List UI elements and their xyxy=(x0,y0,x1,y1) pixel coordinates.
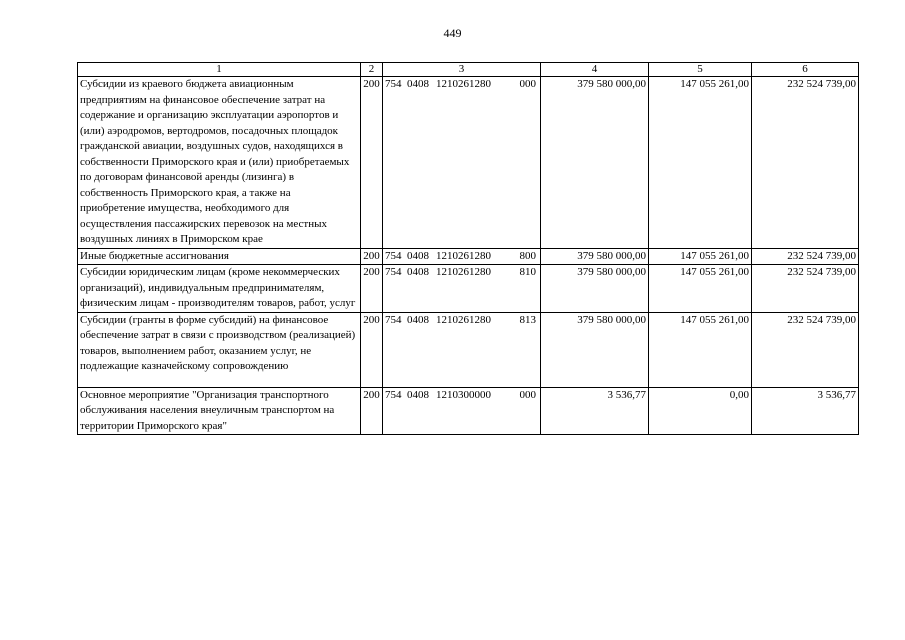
header-col-3: 3 xyxy=(383,63,541,77)
row-name: Субсидии (гранты в форме субсидий) на финансовое обеспечение затрат в связи с производством (реализацией) товаров, выполнением работ, оказанием услуг, не подлежащие казначейскому сопровождению xyxy=(80,313,356,372)
table-row xyxy=(78,387,859,435)
header-col-6: 6 xyxy=(752,63,859,77)
row-code: 200 xyxy=(361,248,383,265)
row-amount-change: 147 055 261,00 xyxy=(649,77,752,249)
row-code: 200 xyxy=(361,387,383,435)
row-name: Иные бюджетные ассигнования xyxy=(78,248,361,265)
row-classification xyxy=(383,248,541,265)
row-amount-total: 232 524 739,00 xyxy=(752,248,859,265)
section-code: 0408 xyxy=(407,249,429,262)
section-code: 0408 xyxy=(407,266,429,278)
target-code: 1210261280 xyxy=(436,78,491,90)
target-code: 1210261280 xyxy=(436,313,491,326)
header-col-1: 1 xyxy=(78,63,361,77)
budget-table xyxy=(77,62,859,435)
table-header-row xyxy=(78,63,859,77)
row-name-cell xyxy=(78,312,361,387)
row-code: 200 xyxy=(361,265,383,313)
publisher-code: 754 xyxy=(385,388,402,401)
row-name: Субсидии из краевого бюджета авиационным предприятиям на финансовое обеспечение затрат на содержание и организацию эксплуатации аэропортов и (или) аэродромов, вертодромов, посадочных площадок гражданской авиации, воздушных судов, находящихся в собственности Приморского края и (или) приобретаемых по договорам финансовой аренды (лизинга) в собственность Приморского края, а также на приобретение имущества, необходимого для осуществления пассажирских перевозок на местных воздушных линиях в Приморском крае xyxy=(78,77,361,249)
row-amount-plan: 379 580 000,00 xyxy=(541,312,649,387)
table-row xyxy=(78,265,859,313)
target-code: 1210300000 xyxy=(436,388,491,401)
section-code: 0408 xyxy=(407,78,429,90)
page-number: 449 xyxy=(443,26,462,40)
row-code: 200 xyxy=(361,77,383,249)
row-amount-plan: 379 580 000,00 xyxy=(541,248,649,265)
publisher-code: 754 xyxy=(385,78,402,90)
section-code: 0408 xyxy=(407,313,429,326)
row-amount-plan: 379 580 000,00 xyxy=(541,77,649,249)
header-col-5: 5 xyxy=(649,63,752,77)
publisher-code: 754 xyxy=(385,266,402,278)
row-classification xyxy=(383,387,541,435)
row-amount-change: 147 055 261,00 xyxy=(649,248,752,265)
row-amount-change: 0,00 xyxy=(649,387,752,435)
row-classification xyxy=(383,312,541,387)
row-classification xyxy=(383,77,541,249)
table-row xyxy=(78,312,859,387)
expense-code: 000 xyxy=(519,388,536,401)
header-col-2: 2 xyxy=(361,63,383,77)
row-amount-change: 147 055 261,00 xyxy=(649,265,752,313)
row-amount-total: 232 524 739,00 xyxy=(752,77,859,249)
section-code: 0408 xyxy=(407,388,429,401)
expense-code: 800 xyxy=(519,249,536,262)
row-name: Основное мероприятие "Организация транспортного обслуживания населения внеуличным транспортом на территории Приморского края" xyxy=(78,387,361,435)
row-amount-plan: 3 536,77 xyxy=(541,387,649,435)
publisher-code: 754 xyxy=(385,249,402,262)
row-amount-total: 3 536,77 xyxy=(752,387,859,435)
row-code: 200 xyxy=(361,312,383,387)
publisher-code: 754 xyxy=(385,313,402,326)
expense-code: 810 xyxy=(519,266,536,278)
row-amount-total: 232 524 739,00 xyxy=(752,265,859,313)
row-amount-plan: 379 580 000,00 xyxy=(541,265,649,313)
row-amount-change: 147 055 261,00 xyxy=(649,312,752,387)
table-row xyxy=(78,77,859,249)
expense-code: 000 xyxy=(519,78,536,90)
row-classification xyxy=(383,265,541,313)
expense-code: 813 xyxy=(519,313,536,326)
table-row xyxy=(78,248,859,265)
row-amount-total: 232 524 739,00 xyxy=(752,312,859,387)
target-code: 1210261280 xyxy=(436,266,491,278)
row-name: Субсидии юридическим лицам (кроме некоммерческих организаций), индивидуальным предпринимателям, физическим лицам - производителям товаров, работ, услуг xyxy=(78,265,361,313)
header-col-4: 4 xyxy=(541,63,649,77)
target-code: 1210261280 xyxy=(436,249,491,262)
